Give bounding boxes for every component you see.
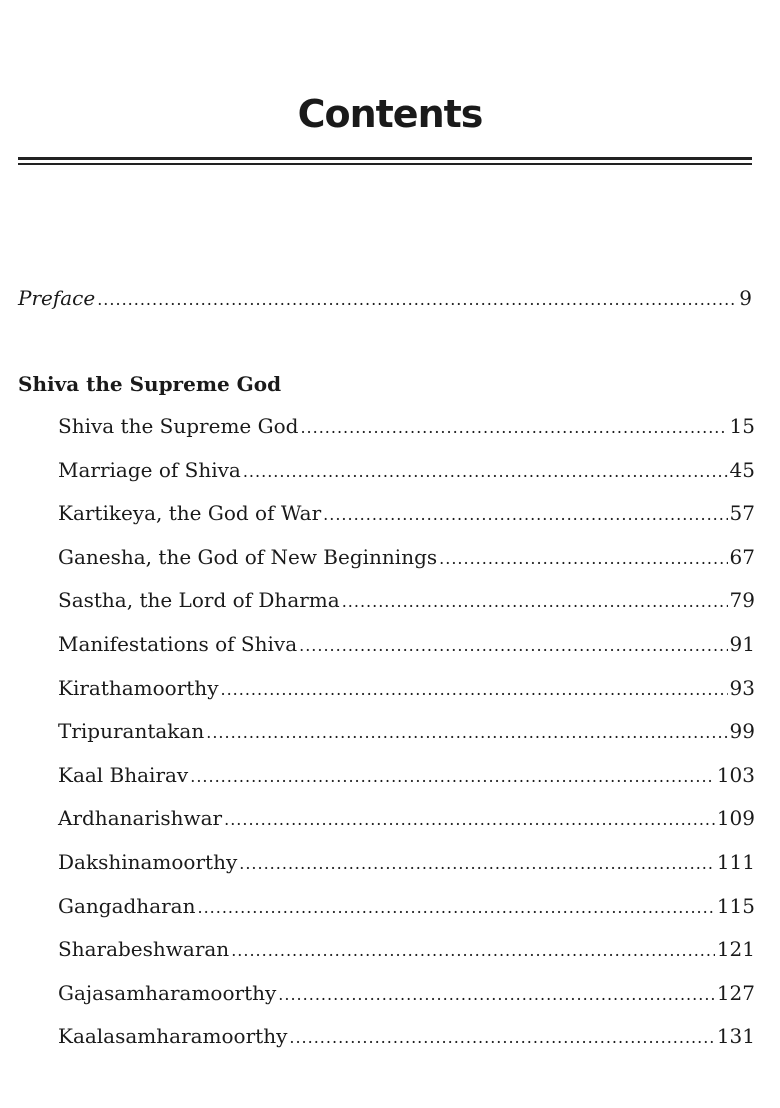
toc-entry bbox=[58, 937, 755, 961]
toc-entry-label: Kartikeya, the God of War bbox=[58, 501, 322, 526]
toc-entry-page: 9 bbox=[739, 286, 752, 310]
toc-entry-page: 111 bbox=[716, 850, 755, 874]
dot-leader bbox=[289, 1028, 714, 1047]
toc-entry-page: 99 bbox=[729, 719, 755, 744]
dot-leader bbox=[97, 290, 737, 309]
dot-leader bbox=[323, 505, 727, 524]
toc-entry-label: Ardhanarishwar bbox=[58, 806, 223, 831]
dot-leader bbox=[278, 985, 715, 1004]
dot-leader bbox=[243, 462, 728, 481]
toc-entry-label: Gajasamharamoorthy bbox=[58, 980, 277, 1005]
toc-entry-page: 57 bbox=[729, 501, 755, 526]
toc-entry bbox=[58, 1024, 755, 1048]
toc-entry bbox=[58, 676, 755, 700]
toc-entry bbox=[58, 894, 755, 918]
title-divider bbox=[18, 157, 752, 160]
toc-entry bbox=[58, 414, 755, 438]
toc-entry-page: 121 bbox=[716, 937, 755, 962]
toc-entry-label: Manifestations of Shiva bbox=[58, 632, 298, 656]
toc-entry-page: 127 bbox=[716, 980, 755, 1005]
toc-entry-label: Kirathamoorthy bbox=[58, 675, 219, 700]
dot-leader bbox=[224, 810, 715, 829]
toc-entry-label: Kaalasamharamoorthy bbox=[58, 1024, 288, 1049]
toc-entry-page: 15 bbox=[729, 414, 755, 438]
toc-entry-label: Ganesha, the God of New Beginnings bbox=[58, 544, 438, 569]
toc-entry-label: Preface bbox=[18, 286, 96, 310]
toc-entry-page: 91 bbox=[729, 632, 755, 656]
toc-entry-page: 45 bbox=[729, 457, 755, 482]
dot-leader bbox=[190, 767, 715, 786]
section-heading: Shiva the Supreme God bbox=[18, 372, 282, 396]
toc-entry-page: 131 bbox=[716, 1024, 755, 1049]
toc-entry-label: Shiva the Supreme God bbox=[58, 414, 299, 438]
toc-entry bbox=[58, 501, 755, 525]
title-divider-inner bbox=[18, 163, 752, 165]
toc-entry-label: Tripurantakan bbox=[58, 719, 205, 744]
dot-leader bbox=[439, 549, 727, 568]
toc-entry-page: 109 bbox=[716, 806, 755, 831]
toc-entry-label: Kaal Bhairav bbox=[58, 762, 189, 787]
page-title: Contents bbox=[297, 92, 483, 136]
toc-entry-label: Sharabeshwaran bbox=[58, 937, 230, 962]
toc-entry-label: Marriage of Shiva bbox=[58, 457, 241, 482]
toc-entry-label: Gangadharan bbox=[58, 893, 196, 918]
dot-leader bbox=[239, 854, 715, 873]
toc-entry bbox=[58, 545, 755, 569]
toc-entry bbox=[58, 588, 755, 612]
toc-entry bbox=[58, 719, 755, 743]
toc-entry bbox=[58, 981, 755, 1005]
toc-entry-page: 79 bbox=[729, 588, 755, 613]
toc-entry bbox=[58, 763, 755, 787]
toc-entry bbox=[58, 632, 755, 656]
toc-entry bbox=[58, 458, 755, 482]
dot-leader bbox=[300, 418, 727, 437]
toc-entry bbox=[58, 850, 755, 874]
toc-entry-label: Dakshinamoorthy bbox=[58, 850, 238, 874]
toc-entry-page: 103 bbox=[716, 762, 755, 787]
toc-entry-label: Sastha, the Lord of Dharma bbox=[58, 588, 340, 613]
dot-leader bbox=[206, 723, 727, 742]
toc-entry-page: 115 bbox=[716, 893, 755, 918]
toc-entry bbox=[58, 806, 755, 830]
toc-entry-page: 93 bbox=[729, 675, 755, 700]
dot-leader bbox=[221, 680, 728, 699]
dot-leader bbox=[197, 898, 714, 917]
dot-leader bbox=[299, 636, 727, 655]
dot-leader bbox=[231, 941, 715, 960]
toc-entry-page: 67 bbox=[729, 544, 755, 569]
dot-leader bbox=[342, 592, 728, 611]
toc-entry-preface bbox=[18, 286, 752, 310]
